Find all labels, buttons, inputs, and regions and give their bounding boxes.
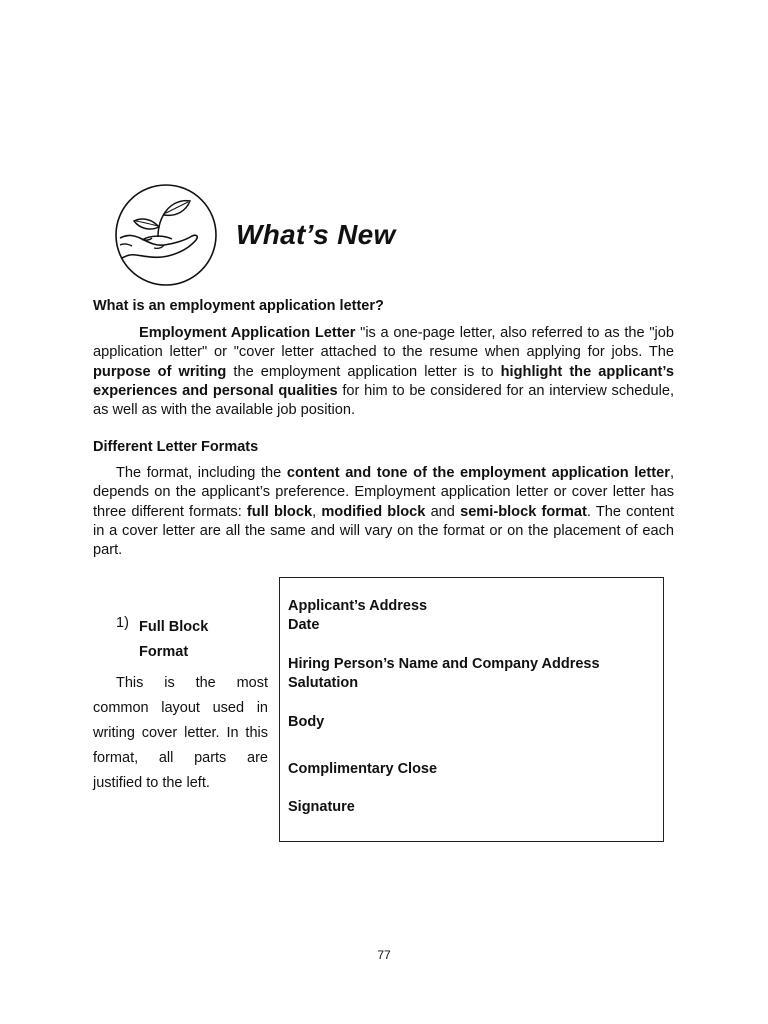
term-full-block: full block bbox=[246, 503, 313, 520]
format-description bbox=[93, 671, 268, 796]
section-heading: Different Letter Formats bbox=[93, 439, 259, 455]
letter-layout-box bbox=[279, 577, 664, 842]
term-semi-block: semi-block format bbox=[460, 503, 587, 520]
paragraph-text: , depends on the applicant’s preference. Employment application letter or cover letter has three different formats: bbox=[93, 465, 675, 520]
paragraph-text: The format, including the bbox=[116, 465, 287, 481]
paragraph-text: , bbox=[312, 503, 322, 520]
body-label: Body bbox=[288, 714, 325, 730]
applicant-address-label: Applicant’s Address bbox=[288, 598, 428, 614]
page-title: What’s New bbox=[236, 219, 396, 250]
formats-paragraph bbox=[93, 464, 674, 560]
paragraph-text: . The content in a cover letter are all the same and will vary on the format or on the placement of each part. bbox=[93, 503, 675, 559]
signature-label: Signature bbox=[288, 799, 355, 815]
section-question: What is an employment application letter? bbox=[93, 298, 384, 314]
format-name: Full Block Format bbox=[139, 619, 209, 660]
complimentary-close-label: Complimentary Close bbox=[288, 761, 438, 777]
definition-paragraph bbox=[93, 324, 674, 420]
salutation-label: Salutation bbox=[288, 675, 359, 691]
term-employment-application-letter: Employment Application Letter bbox=[139, 325, 356, 341]
term-highlight: highlight the applicant’s experiences and personal qualities bbox=[93, 363, 674, 399]
format-number: 1) bbox=[116, 615, 129, 631]
hand-with-seedling-icon bbox=[112, 183, 222, 287]
term-modified-block: modified block bbox=[321, 503, 426, 520]
term-content-and-tone: content and tone of the employment application letter bbox=[286, 465, 670, 481]
paragraph-text: the employment application letter is to bbox=[226, 363, 501, 380]
hiring-person-label: Hiring Person’s Name and Company Address bbox=[288, 656, 600, 672]
format-description-text: This is the most common layout used in writing cover letter. In this format, all parts are justified to the left. bbox=[93, 675, 268, 791]
paragraph-text: for him to be considered for an interview schedule, as well as with the available job position. bbox=[93, 382, 675, 419]
paragraph-text: "is a one-page letter, also referred to as the "job application letter" or "cover letter attached to the resume when applying for jobs. The bbox=[93, 325, 674, 361]
paragraph-text: and bbox=[425, 503, 461, 520]
page-number: 77 bbox=[377, 948, 391, 962]
term-purpose-of-writing: purpose of writing bbox=[93, 363, 227, 380]
date-label: Date bbox=[288, 617, 320, 633]
